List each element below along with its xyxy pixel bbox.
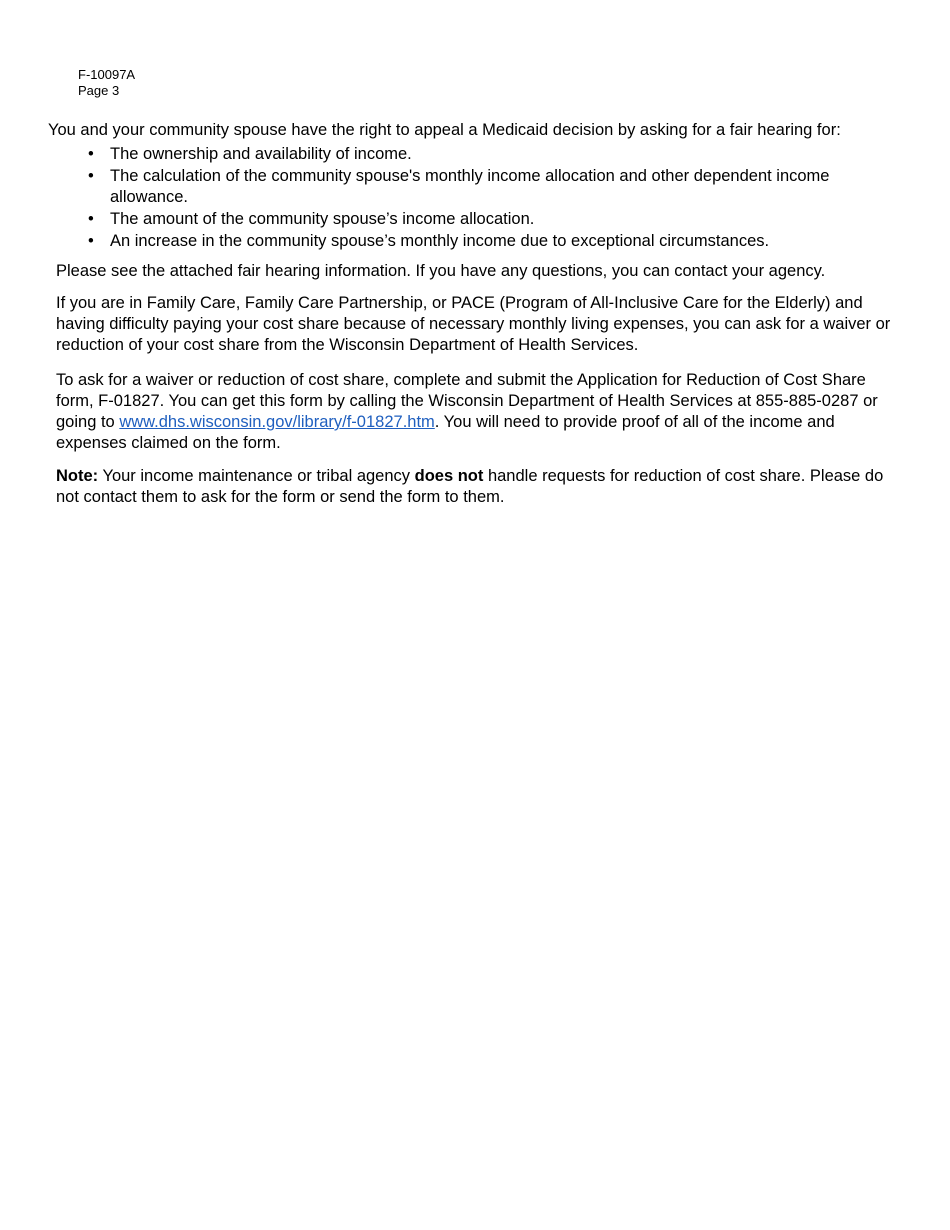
list-item: • The ownership and availability of income. [110,144,890,165]
note-text-end: handle requests for reduction of cost share. Please do not contact them to ask for the form or send the form to them. [56,467,884,506]
appeal-intro: You and your community spouse have the right to appeal a Medicaid decision by asking for a fair hearing for: [48,121,841,139]
page-header [78,67,135,99]
form-f01827-link[interactable]: www.dhs.wisconsin.gov/library/f-01827.htm [119,413,435,431]
list-item: • The amount of the community spouse’s income allocation. [110,209,890,230]
waiver-instructions-paragraph [56,370,901,454]
waiver-eligibility-paragraph: If you are in Family Care, Family Care Partnership, or PACE (Program of All-Inclusive Care for the Elderly) and having difficulty paying your cost share because of necessary monthly living expenses, you can ask for a waiver or reduction of your cost share from the Wisconsin Department of Health Services. [56,294,891,354]
form-number: F-10097A [78,67,136,82]
note-paragraph [56,466,901,508]
waiver-instructions-text-end: . You will need to provide proof of all of the income and expenses claimed on the form. [56,413,835,452]
fair-hearing-paragraph: Please see the attached fair hearing information. If you have any questions, you can contact your agency. [56,262,826,280]
list-item: • The calculation of the community spouse's monthly income allocation and other dependent income allowance. [110,166,890,208]
page-number: Page 3 [78,83,120,98]
waiver-instructions-text: To ask for a waiver or reduction of cost share, complete and submit the Application for Reduction of Cost Share form, F-01827. You can get this form by calling the Wisconsin Department of Health Services at 855-885-0287 or going to [56,371,878,431]
list-item: • An increase in the community spouse’s monthly income due to exceptional circumstances. [110,231,890,252]
note-text: Your income maintenance or tribal agency [98,467,415,485]
appeal-rights-list [0,144,890,253]
note-label: Note: [56,467,99,485]
note-emphasis: does not [414,467,484,485]
